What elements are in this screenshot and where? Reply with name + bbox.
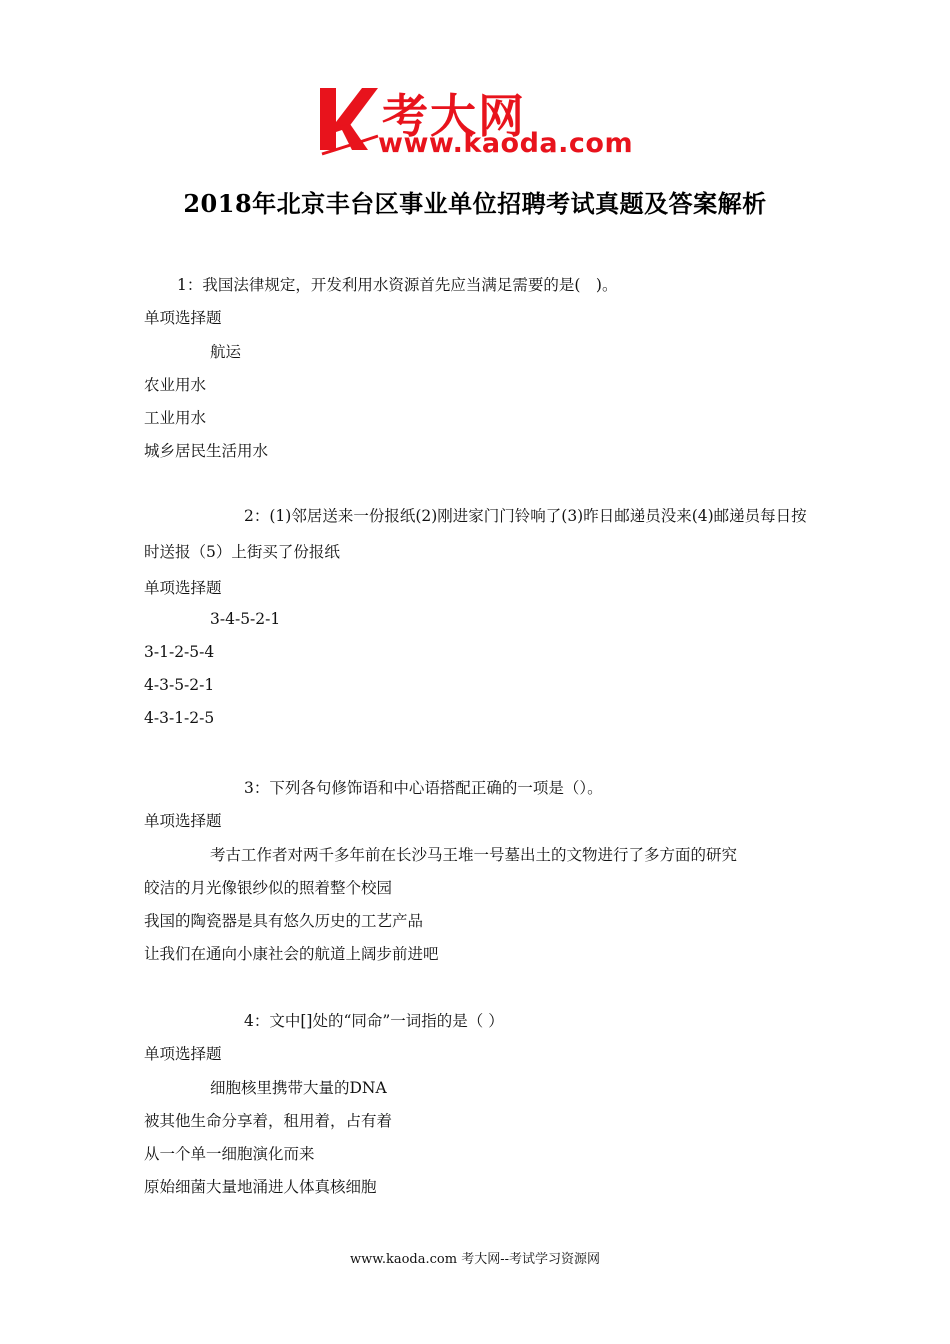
- question-1-type: 单项选择题: [144, 309, 222, 327]
- question-3-stem: 3：下列各句修饰语和中心语搭配正确的一项是（）。: [244, 779, 603, 797]
- question-3-option-b: 皎洁的月光像银纱似的照着整个校园: [144, 879, 393, 897]
- question-2-option-c: 4-3-5-2-1: [144, 676, 215, 694]
- question-2-option-a: 3-4-5-2-1: [210, 610, 281, 628]
- question-4-stem: 4：文中[]处的“同命”一词指的是（ ）: [244, 1012, 504, 1030]
- question-2-option-b: 3-1-2-5-4: [144, 643, 215, 661]
- question-1-option-d: 城乡居民生活用水: [144, 442, 269, 460]
- question-3-option-d: 让我们在通向小康社会的航道上阔步前进吧: [144, 945, 439, 963]
- question-3-option-c: 我国的陶瓷器是具有悠久历史的工艺产品: [144, 912, 424, 930]
- question-1-option-a: 航运: [210, 343, 242, 361]
- question-2-option-d: 4-3-1-2-5: [144, 709, 215, 727]
- question-1-option-b: 农业用水: [144, 376, 207, 394]
- question-1-option-c: 工业用水: [144, 409, 207, 427]
- question-4-type: 单项选择题: [144, 1045, 222, 1063]
- question-4-option-a: 细胞核里携带大量的DNA: [210, 1079, 387, 1097]
- question-4-option-d: 原始细菌大量地涌进人体真核细胞: [144, 1178, 377, 1196]
- logo-brand-text: 考大网: [382, 89, 526, 143]
- question-2-type: 单项选择题: [144, 579, 222, 597]
- logo-url-text: www.kaoda.com: [378, 128, 634, 159]
- question-2-stem: 2：(1)邻居送来一份报纸(2)刚进家门门铃响了(3)昨日邮递员没来(4)邮递员每日按时送报（5）上街买了份报纸: [144, 507, 807, 561]
- question-1-stem: 1：我国法律规定，开发利用水资源首先应当满足需要的是( )。: [177, 276, 618, 294]
- kaoda-logo: [318, 82, 638, 162]
- page-footer: www.kaoda.com 考大网--考试学习资源网: [350, 1252, 600, 1267]
- question-3-option-a: 考古工作者对两千多年前在长沙马王堆一号墓出土的文物进行了多方面的研究: [210, 846, 738, 864]
- page-title: 2018年北京丰台区事业单位招聘考试真题及答案解析: [183, 189, 767, 218]
- question-4-option-b: 被其他生命分享着，租用着，占有着: [144, 1112, 393, 1130]
- question-3-type: 单项选择题: [144, 812, 222, 830]
- question-4-option-c: 从一个单一细胞演化而来: [144, 1145, 315, 1163]
- k-logo-icon: [318, 84, 380, 156]
